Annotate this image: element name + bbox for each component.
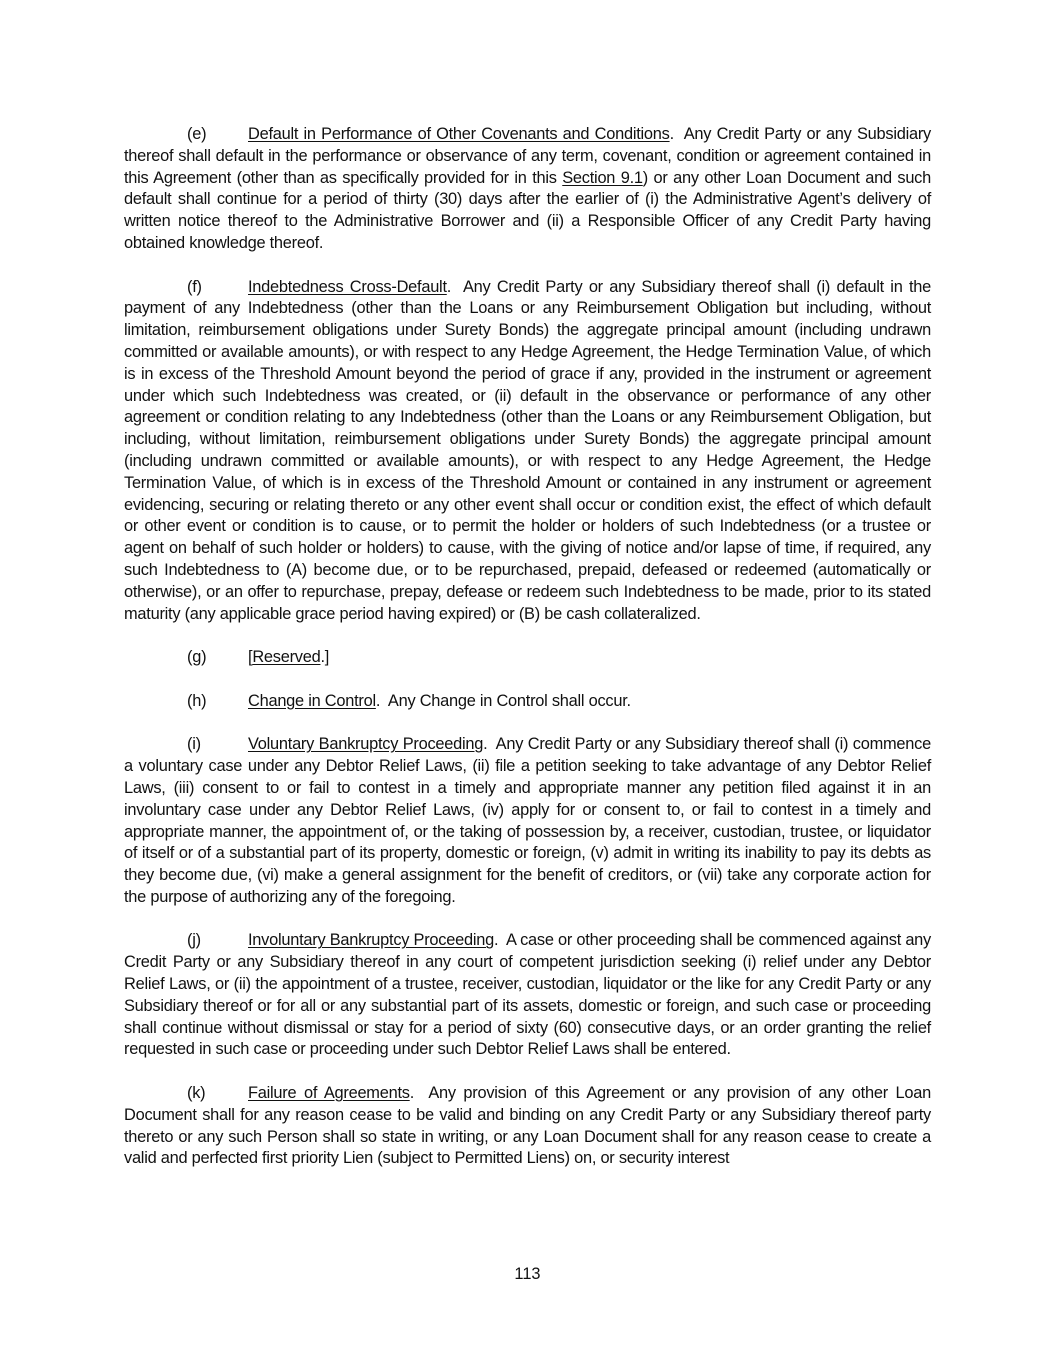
section-text: Any Credit Party or any Subsidiary thereof shall (i) commence a voluntary case under any Debtor Relief Laws, (ii) file a petition seeking to take advantage of any Debtor Relief Laws, (iii) consent to or fail to contest in a timely and appropriate manner any petition filed against it in an involuntary case under any Debtor Relief Laws, (iv) apply for or consent to, or fail to contest in a timely and appropriate manner, the appointment of, or the taking of possession by, a receiver, custodian, trustee, or liquidator of itself or of a substantial part of its property, domestic or foreign, (v) admit in writing its inability to pay its debts as they become due, (vi) make a general assignment for the benefit of creditors, or (vii) take any corporate action for the purpose of authorizing any of the foregoing. — [124, 735, 931, 906]
bracket-close: .] — [320, 648, 330, 667]
section-heading: Default in Performance of Other Covenants and Conditions — [248, 125, 670, 143]
section-number: (f) — [187, 277, 202, 296]
section-k: (k) Failure of Agreements. Any provision of this Agreement or any provision of any other Loan Document shall for any reason cease to be valid and binding on any Credit Party or any Subsidiary thereof party thereto or any such Person shall so state in writing, or any Loan Document shall for any reason cease to create a valid and perfected first priority Lien (subject to Permitted Liens) on, or security interest — [124, 1084, 931, 1168]
section-g — [124, 647, 931, 669]
section-number: (g) — [187, 648, 207, 667]
section-number: (j) — [187, 931, 201, 950]
section-e: (e) Default in Performance of Other Covenants and Conditions. Any Credit Party or any Subsidiary thereof shall default in the performance or observance of any term, covenant, condition or agreement contained in this Agreement (other than as specifically provided for in this Section 9.1) or any other Loan Document and such default shall continue for a period of thirty (30) days after the earlier of (i) the Administrative Agent’s delivery of written notice thereof to the Administrative Borrower and (ii) a Responsible Officer of any Credit Party having obtained knowledge thereof. — [124, 125, 931, 252]
section-heading: Failure of Agreements — [248, 1084, 410, 1103]
section-text: A case or other proceeding shall be commenced against any Credit Party or any Subsidiary thereof in any court of competent jurisdiction seeking (i) relief under any Debtor Relief Laws, or (ii) the appointment of a trustee, receiver, custodian, liquidator or the like for any Credit Party or any Subsidiary thereof or for all or any substantial part of its assets, domestic or foreign, and such case or proceeding shall continue without dismissal or stay for a period of sixty (60) consecutive days, or an order granting the relief requested in such case or proceeding under such Debtor Relief Laws shall be entered. — [124, 931, 931, 1059]
section-text: ) or any other Loan Document and such default shall continue for a period of thirty (30) days after the earlier of (i) the Administrative Agent’s delivery of written notice thereof to the Administrative Borrower and (ii) a Responsible Officer of any Credit Party having obtained knowledge thereof. — [124, 168, 931, 252]
section-h: (h) Change in Control. Any Change in Control shall occur. — [124, 691, 931, 713]
bracket-open: [ — [248, 648, 253, 667]
section-f: (f) Indebtedness Cross-Default. Any Credit Party or any Subsidiary thereof shall (i) default in the payment of any Indebtedness (other than the Loans or any Reimbursement Obligation but including, without limitation, reimbursement obligations under Surety Bonds) the aggregate principal amount (including undrawn committed or available amounts), or with respect to any Hedge Agreement, the Hedge Termination Value, of which is in excess of the Threshold Amount beyond the period of grace if any, provided in the instrument or agreement under which such Indebtedness was created, or (ii) default in the observance or performance of any other agreement or condition relating to any Indebtedness (other than the Loans or any Reimbursement Obligation, but including, without limitation, reimbursement obligations under Surety Bonds) the aggregate principal amount (including undrawn committed or available amounts), or with respect to any Hedge Agreement, the Hedge Termination Value, of which is in excess of the Threshold Amount or contained in any instrument or agreement evidencing, securing or relating thereto or any other event shall occur or condition exist, the effect of which default or other event or condition is to cause, or to permit the holder or holders of such Indebtedness (or a trustee or agent on behalf of such holder or holders) to cause, with the giving of notice and/or lapse of time, if required, any such Indebtedness to (A) become due, or to be repurchased, prepaid, defeased or redeemed (automatically or otherwise), or an offer to repurchase, prepay, defease or redeem such Indebtedness to be made, prior to its stated maturity (any applicable grace period having expired) or (B) be cash collateralized. — [124, 277, 931, 623]
section-number: (i) — [187, 735, 201, 754]
section-text: Any provision of this Agreement or any provision of any other Loan Document shall for any reason cease to be valid and binding on any Credit Party or any Subsidiary thereof party thereto or any such Person shall so state in writing, or any Loan Document shall for any reason cease to create a valid and perfected first priority Lien (subject to Permitted Liens) on, or security interest — [124, 1084, 931, 1168]
section-number: (h) — [187, 691, 207, 710]
section-heading: Involuntary Bankruptcy Proceeding — [248, 931, 494, 950]
section-heading: Change in Control — [248, 691, 376, 710]
section-heading: Voluntary Bankruptcy Proceeding — [248, 735, 484, 754]
page-number: 113 — [514, 1265, 541, 1283]
section-heading: Reserved — [252, 648, 321, 667]
section-heading: Indebtedness Cross-Default — [248, 277, 447, 296]
section-text: Any Change in Control shall occur. — [387, 691, 631, 710]
section-number: (e) — [187, 125, 207, 143]
page-body — [124, 124, 931, 1192]
section-j: (j) Involuntary Bankruptcy Proceeding. A case or other proceeding shall be commenced against any Credit Party or any Subsidiary thereof in any court of competent jurisdiction seeking (i) relief under any Debtor Relief Laws, or (ii) the appointment of a trustee, receiver, custodian, liquidator or the like for any Credit Party or any Subsidiary thereof or for all or any substantial part of its assets, domestic or foreign, and such case or proceeding shall continue without dismissal or stay for a period of sixty (60) consecutive days, or an order granting the relief requested in such case or proceeding under such Debtor Relief Laws shall be entered. — [124, 931, 931, 1059]
section-number: (k) — [187, 1084, 206, 1103]
section-text: Any Credit Party or any Subsidiary thereof shall (i) default in the payment of any Indebtedness (other than the Loans or any Reimbursement Obligation but including, without limitation, reimbursement obligations under Surety Bonds) the aggregate principal amount (including undrawn committed or available amounts), or with respect to any Hedge Agreement, the Hedge Termination Value, of which is in excess of the Threshold Amount beyond the period of grace if any, provided in the instrument or agreement under which such Indebtedness was created, or (ii) default in the observance or performance of any other agreement or condition relating to any Indebtedness (other than the Loans or any Reimbursement Obligation, but including, without limitation, reimbursement obligations under Surety Bonds) the aggregate principal amount (including undrawn committed or available amounts), or with respect to any Hedge Agreement, the Hedge Termination Value, of which is in excess of the Threshold Amount or contained in any instrument or agreement evidencing, securing or relating thereto or any other event shall occur or condition exist, the effect of which default or other event or condition is to cause, or to permit the holder or holders of such Indebtedness (or a trustee or agent on behalf of such holder or holders) to cause, with the giving of notice and/or lapse of time, if required, any such Indebtedness to (A) become due, or to be repurchased, prepaid, defeased or redeemed (automatically or otherwise), or an offer to repurchase, prepay, defease or redeem such Indebtedness to be made, prior to its stated maturity (any applicable grace period having expired) or (B) be cash collateralized. — [124, 277, 931, 623]
section-text: Any Credit Party or any Subsidiary thereof shall default in the performance or observance of any term, covenant, condition or agreement contained in this Agreement (other than as specifically provided for in this — [124, 125, 931, 187]
section-i: (i) Voluntary Bankruptcy Proceeding. Any Credit Party or any Subsidiary thereof shall (i) commence a voluntary case under any Debtor Relief Laws, (ii) file a petition seeking to take advantage of any Debtor Relief Laws, (iii) consent to or fail to contest in a timely and appropriate manner any petition filed against it in an involuntary case under any Debtor Relief Laws, (iv) apply for or consent to, or fail to contest in a timely and appropriate manner, the appointment of, or the taking of possession by, a receiver, custodian, trustee, or liquidator of itself or of a substantial part of its property, domestic or foreign, (v) admit in writing its inability to pay its debts as they become due, (vi) make a general assignment for the benefit of creditors, or (vii) take any corporate action for the purpose of authorizing any of the foregoing. — [124, 735, 931, 906]
section-reference-link[interactable]: Section 9.1 — [562, 168, 643, 187]
